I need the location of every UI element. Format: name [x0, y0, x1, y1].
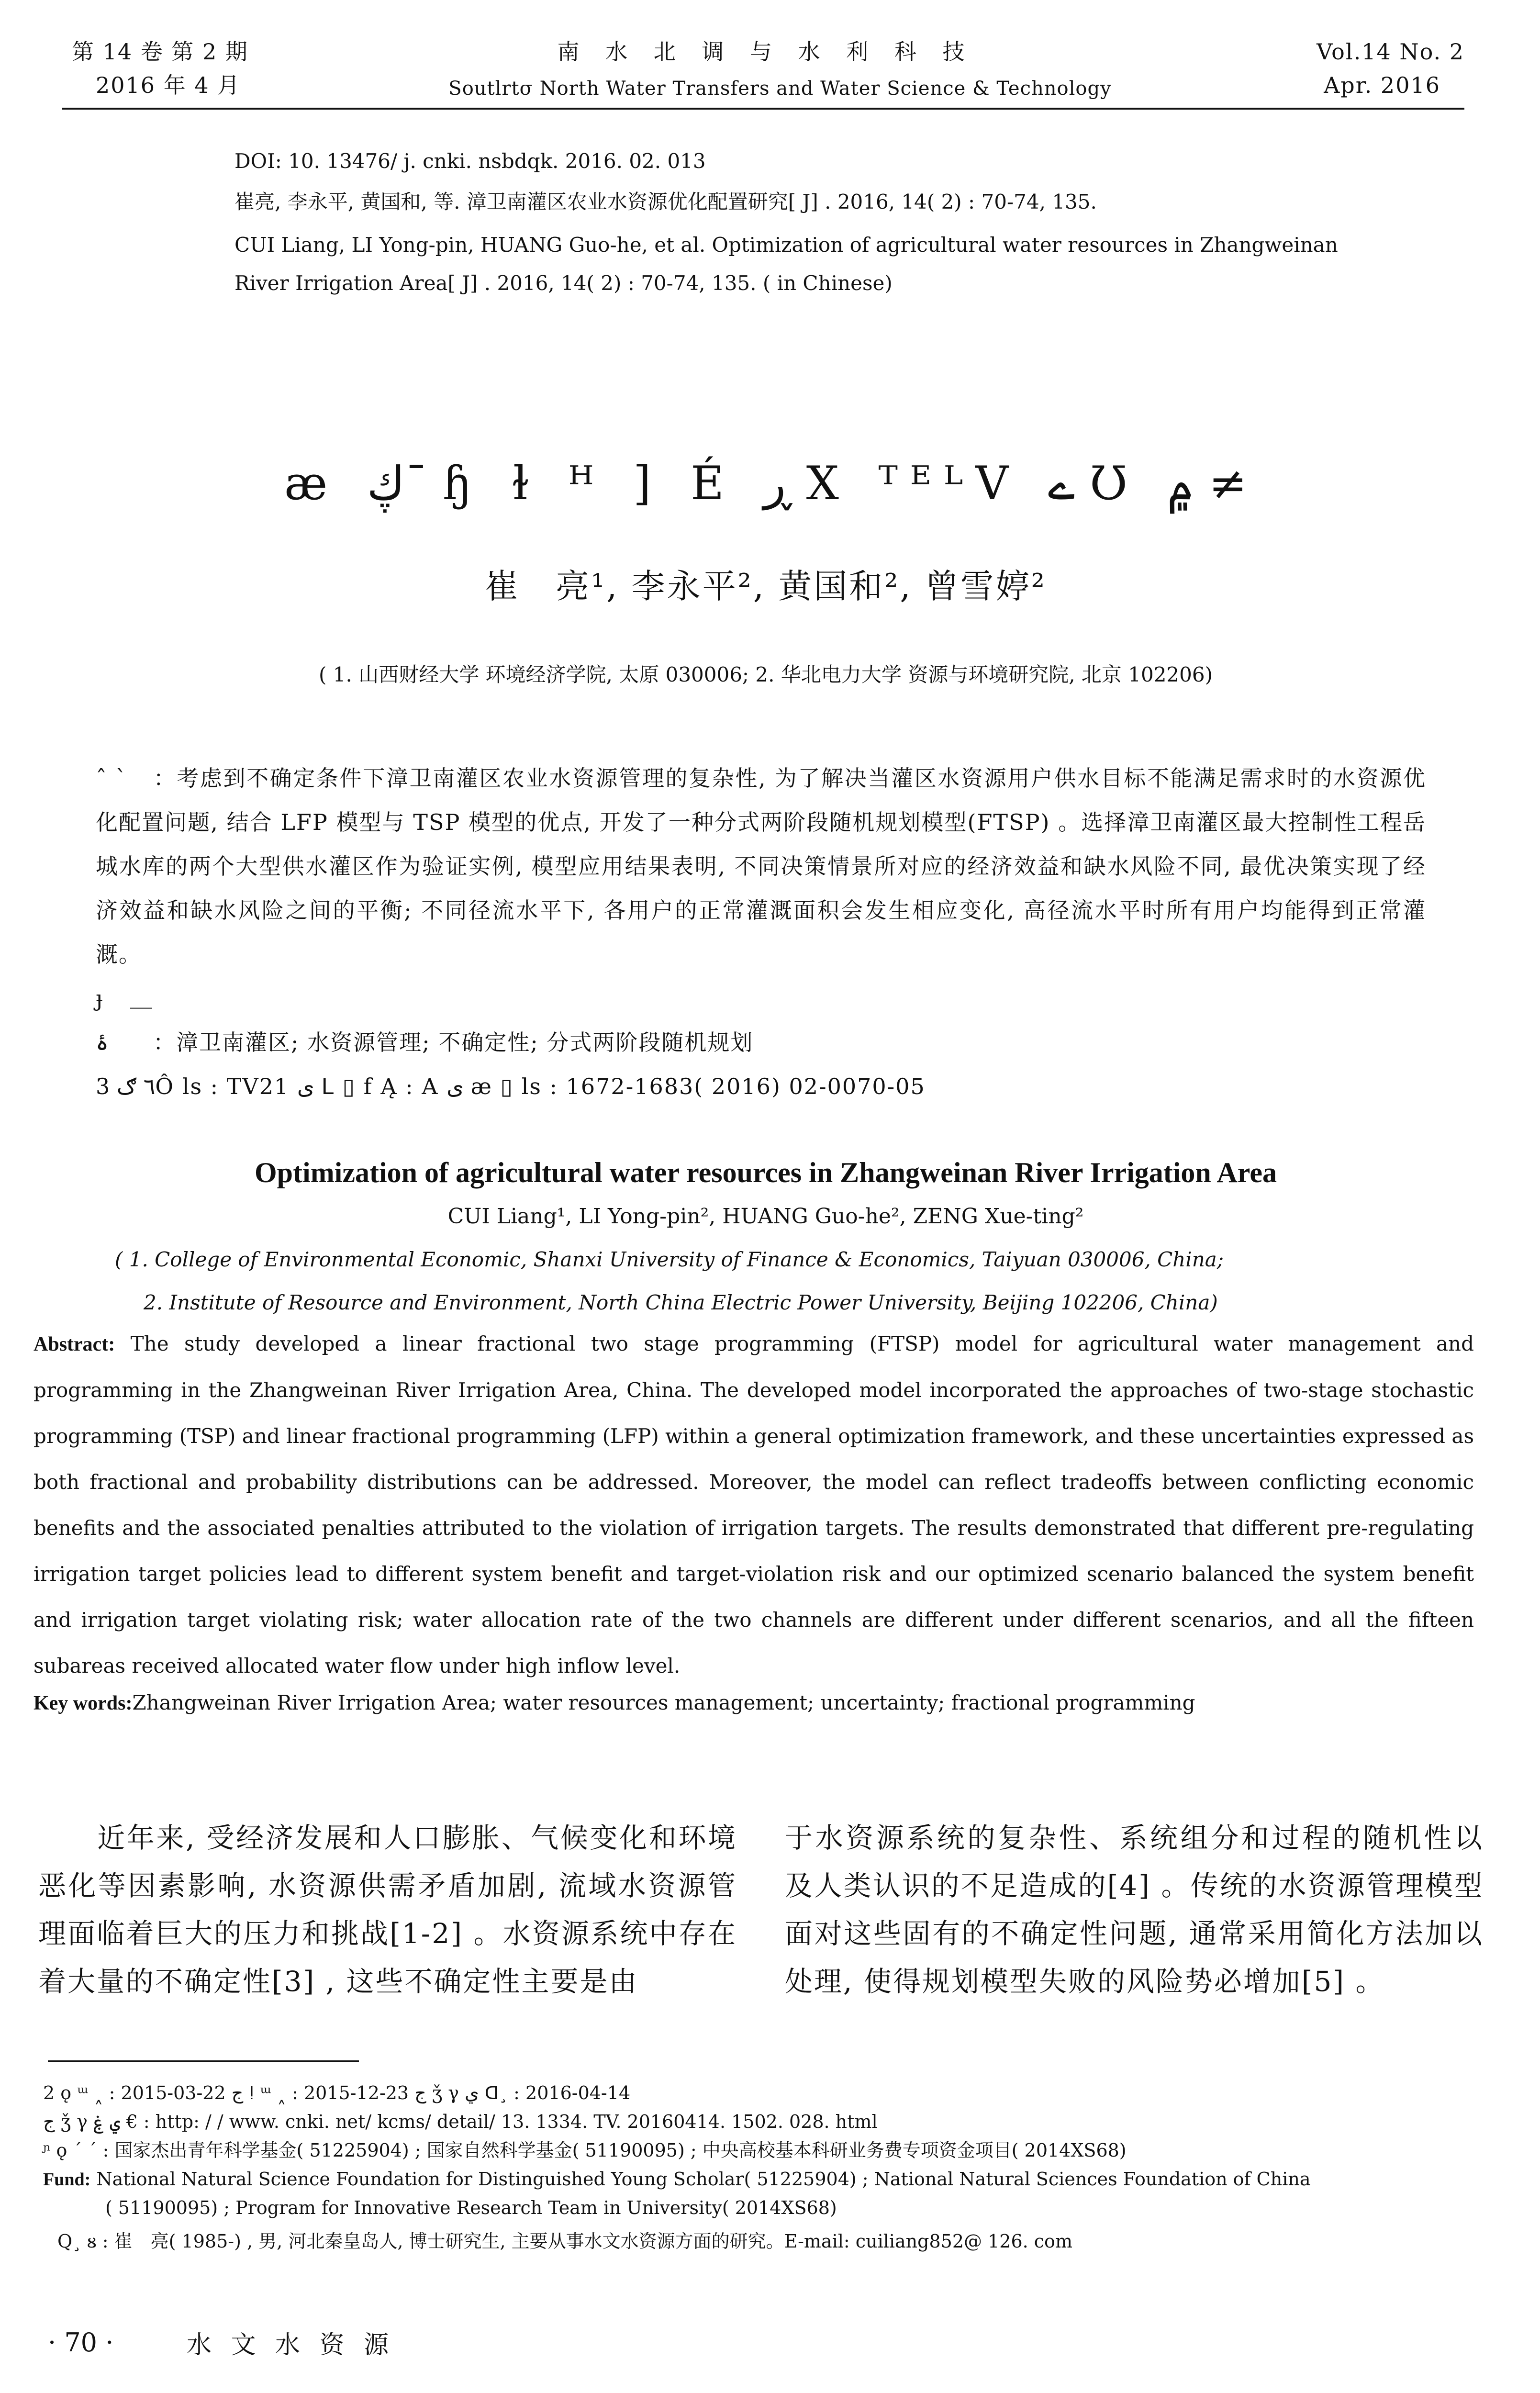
footnote-fund-cn: ᶮ ǫ ˊ ˊ : 国家杰出青年科学基金( 51225904) ; 国家自然科学基金( 51190095) ; 中央高校基本科研业务费专项资金项目( 2014XS68)	[43, 2140, 1127, 2161]
affiliation-en-1: ( 1. College of Environmental Economic, Shanxi University of Finance & Economics, Taiyuan 030006, China;	[115, 1248, 1224, 1271]
keywords-en	[33, 1680, 1474, 1726]
keywords-en-text: Zhangweinan River Irrigation Area; water resources management; uncertainty; fractional programming	[132, 1691, 1195, 1714]
header-volume-issue: 第 14 卷 第 2 期	[72, 39, 248, 65]
abstract-en	[33, 1321, 1474, 1689]
authors-cn: 崔 亮¹, 李永平², 黄国和², 曾雪婷²	[485, 567, 1047, 606]
body-column-left: 近年来, 受经济发展和人口膨胀、气候变化和环境恶化等因素影响, 水资源供需矛盾加剧, 流域水资源管理面临着巨大的压力和挑战[1-2] 。水资源系统中存在着大量的不确定性[3] , 这些不确定性主要是由	[38, 1822, 737, 1998]
header-date-en: Apr. 2016	[1324, 72, 1440, 98]
abstract-cn-label: ˆ ˋ	[96, 765, 128, 791]
footnote-fund-label: Fund:	[43, 2169, 91, 2190]
header-volume-en: Vol.14 No. 2	[1317, 39, 1464, 65]
footnote-fund-en-1: National Natural Science Foundation for Distinguished Young Scholar( 51225904) ; National Natural Sciences Foundation of China	[96, 2169, 1311, 2190]
header-date-cn: 2016 年 4 月	[96, 72, 241, 98]
citation-cn: 崔亮, 李永平, 黄国和, 等. 漳卫南灌区农业水资源优化配置研究[ J] . 2016, 14( 2) : 70-74, 135.	[234, 190, 1097, 213]
footer-journal-name: 水 文 水 资 源	[187, 2331, 395, 2359]
body-column-right: 于水资源系统的复杂性、系统组分和过程的随机性以及人类认识的不足造成的[4] 。传统的水资源管理模型面对这些固有的不确定性问题, 通常采用简化方法加以处理, 使得规划模型失败的风险势必增加[5] 。	[785, 1822, 1484, 1998]
footnote-fund-en	[43, 2163, 1493, 2195]
abstract-cn-text: ：考虑到不确定条件下漳卫南灌区农业水资源管理的复杂性, 为了解决当灌区水资源用户供水目标不能满足需求时的水资源优化配置问题, 结合 LFP 模型与 TSP 模型的优点, 开发了一种分式两阶段随机规划模型(FTSP) 。选择漳卫南灌区最大控制性工程岳城水库的两个大型供水灌区作为验证实例, 模型应用结果表明, 不同决策情景所对应的经济效益和缺水风险不同, 最优决策实现了经济效益和缺水风险之间的平衡; 不同径流水平下, 各用户的正常灌溉面积会发生相应变化, 高径流水平时所有用户均能得到正常灌溉。	[96, 765, 1426, 967]
page-number: · 70 ·	[48, 2327, 114, 2358]
footnote-rule	[48, 2060, 359, 2062]
keywords-cn	[96, 976, 1426, 1064]
abstract-en-label: Abstract:	[33, 1333, 115, 1355]
authors-en: CUI Liang¹, LI Yong-pin², HUANG Guo-he², ZENG Xue-ting²	[447, 1204, 1084, 1229]
citation-doi: DOI: 10. 13476/ j. cnki. nsbdqk. 2016. 02. 013	[234, 149, 706, 173]
title-cn-garbled: ӕ ڮ¯ ɧ ɫ ᴴ ] É ڕ X ᵀᴱᴸV ے Ʊ ۾ ≠	[284, 457, 1247, 510]
keywords-en-label: Key words:	[33, 1692, 133, 1714]
affiliation-en-2: 2. Institute of Resource and Environment, North China Electric Power University, Beijing 102206, China)	[144, 1291, 1218, 1314]
classification-cn: 3 ٦ ګÔ ls : TV21 ى ᒪ ▯ f Ą : A ى ӕ ▯ ls : 1672-1683( 2016) 02-0070-05	[96, 1073, 926, 1099]
header-journal-cn: 南 水 北 调 与 水 利 科 技	[557, 39, 974, 65]
abstract-en-text: The study developed a linear fractional two stage programming (FTSP) model for agricultural water management and programming in the Zhangweinan River Irrigation Area, China. The developed model incorporated the approaches of two-stage stochastic programming (TSP) and linear fractional programming (LFP) within a general optimization framework, and these uncertainties expressed as both fractional and probability distributions can be addressed. Moreover, the model can reflect tradeoffs between conflicting economic benefits and the associated penalties attributed to the violation of irrigation targets. The results demonstrated that different pre-regulating irrigation target policies lead to different system benefit and target-violation risk and our optimized scenario balanced the system benefit and irrigation target violating risk; water allocation rate of the two channels are different under different scenarios, and all the fifteen subareas received allocated water flow under high inflow level.	[33, 1332, 1474, 1677]
affiliation-cn: ( 1. 山西财经大学 环境经济学院, 太原 030006; 2. 华北电力大学 资源与环境研究院, 北京 102206)	[319, 663, 1213, 686]
footnote-dates: 2 ǫ ᵚ ˰ : 2015-03-22 ج ǃ ᵚ ˰ : 2015-12-23 ج ǯ γ ي ᗡ¸ : 2016-04-14	[43, 2082, 631, 2103]
title-en: Optimization of agricultural water resources in Zhangweinan River Irrigation Area	[255, 1157, 1277, 1188]
header-rule	[62, 108, 1464, 110]
footnote-url: ج ǯ γ ي ۼ € : http: / / www. cnki. net/ kcms/ detail/ 13. 1334. TV. 20160414. 1502. 028. html	[43, 2111, 878, 2132]
keywords-cn-text: ：漳卫南灌区; 水资源管理; 不确定性; 分式两阶段随机规划	[153, 1029, 754, 1055]
citation-en-line2: River Irrigation Area[ J] . 2016, 14( 2) : 70-74, 135. ( in Chinese)	[234, 271, 893, 295]
footnote-fund-en-2: ( 51190095) ; Program for Innovative Research Team in University( 2014XS68)	[105, 2197, 837, 2218]
footnote-author-bio: Q¸ ᴕ : 崔 亮( 1985-) , 男, 河北秦皇岛人, 博士研究生, 主要从事水文水资源方面的研究。E-mail: cuiliang852@ 126. com	[57, 2231, 1072, 2252]
header-journal-en: Soutlrtσ North Water Transfers and Water Science & Technology	[448, 78, 1112, 100]
abstract-cn-block	[96, 756, 1426, 1108]
citation-en-line1: CUI Liang, LI Yong-pin, HUANG Guo-he, et al. Optimization of agricultural water resources in Zhangweinan	[234, 233, 1338, 257]
keywords-cn-label: ɟ ＿ ۀ	[96, 985, 153, 1055]
abstract-cn	[96, 756, 1426, 976]
